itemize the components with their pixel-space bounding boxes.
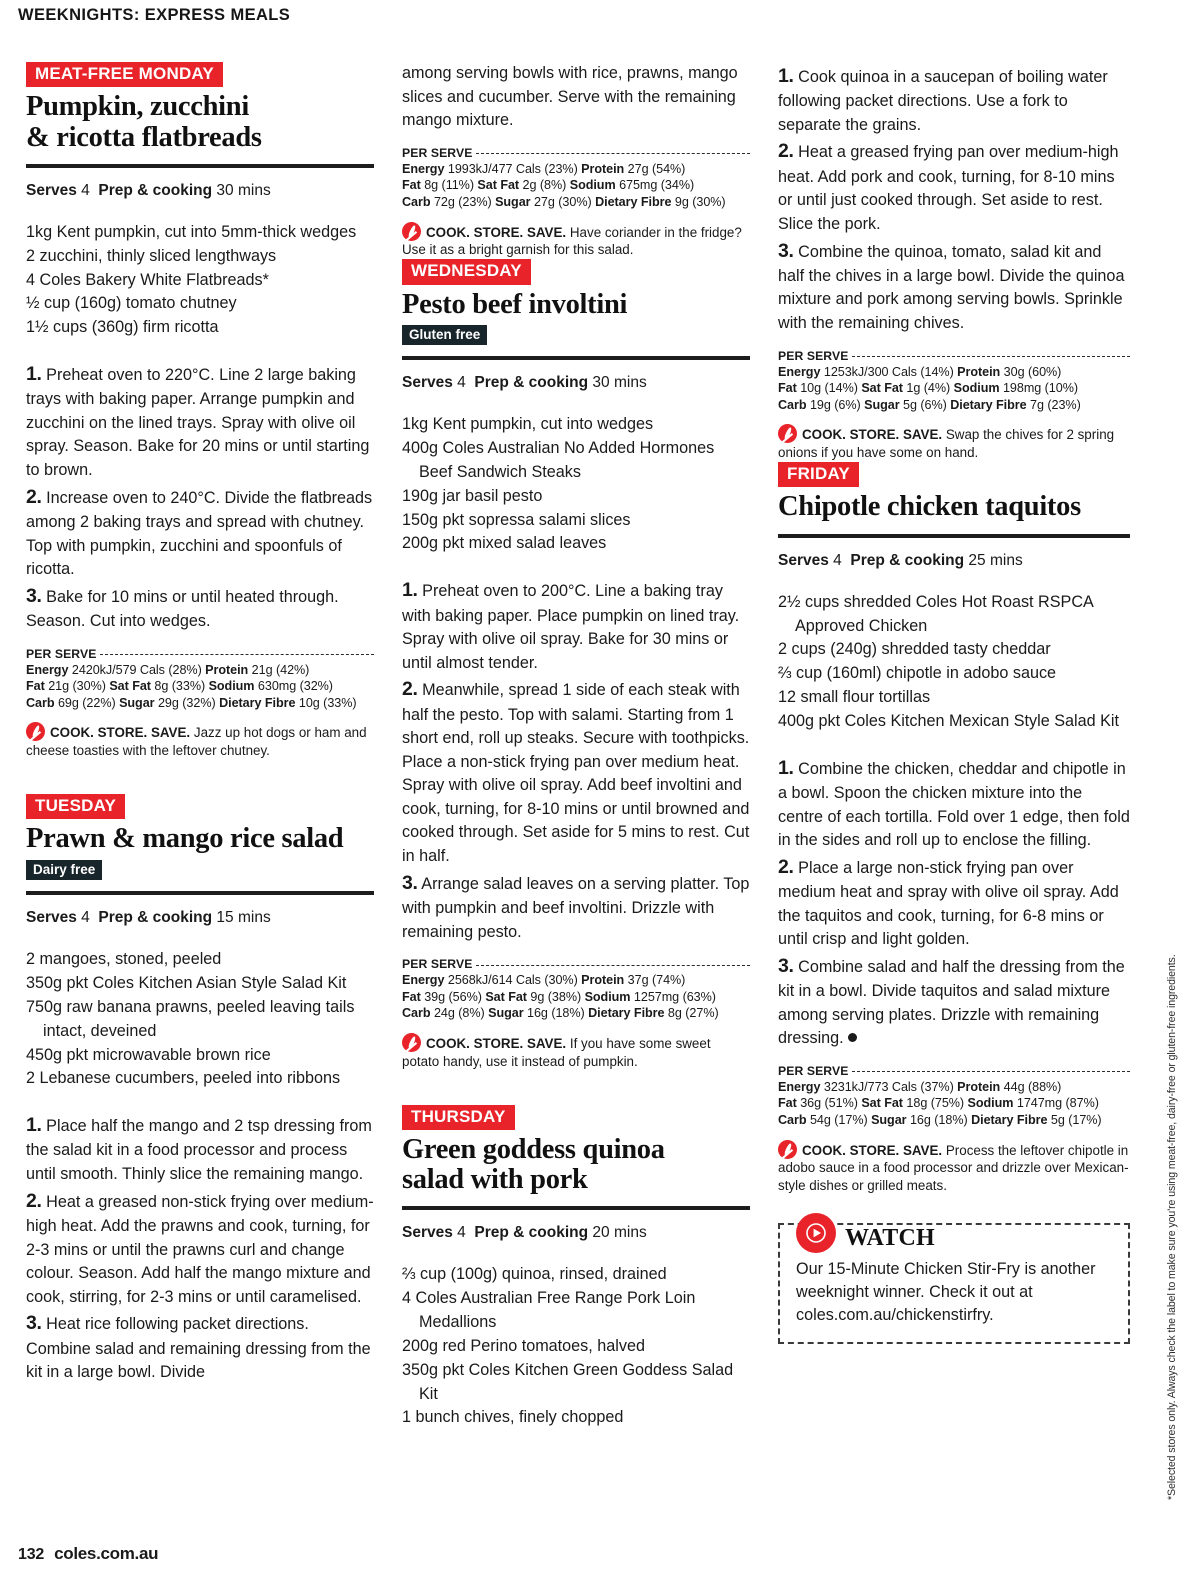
method-tuesday xyxy=(26,1111,374,1385)
step-text: Preheat oven to 200°C. Line a baking tray with baking paper. Place pumpkin on lined tray. Spray with olive oil spray. Bake for 30 mins or until almost tender. xyxy=(402,582,740,672)
list-item: ½ cup (160g) tomato chutney xyxy=(26,294,237,313)
step-number: 3. xyxy=(778,239,794,262)
list-item: 12 small flour tortillas xyxy=(778,688,931,707)
method-step xyxy=(402,675,750,868)
list-item: 400g Coles Australian No Added Hormones Beef Sandwich Steaks xyxy=(402,439,715,482)
side-disclaimer: *Selected stores only. Always check the label to make sure you're using meat-free, dairy-free or gluten-free ingredients. xyxy=(1166,954,1178,1500)
dashed-rule xyxy=(100,654,374,655)
serves-label: Serves xyxy=(778,551,829,569)
satfat-value: 18g (75%) xyxy=(906,1096,965,1111)
per-serve-label: PER SERVE xyxy=(26,646,97,661)
recipe-columns xyxy=(26,62,1146,1436)
nutrition-line: Fat 8g (11%) Sat Fat 2g (8%) Sodium 675mg (34%) xyxy=(402,178,695,193)
sodium-value: 1257mg (63%) xyxy=(633,989,716,1004)
nutrition-header xyxy=(402,957,750,971)
nutrition-line: Carb 19g (6%) Sugar 5g (6%) Dietary Fibre 7g (23%) xyxy=(778,397,1081,412)
list-item: 1 bunch chives, finely chopped xyxy=(402,1408,624,1427)
step-number: 2. xyxy=(26,485,42,508)
serves-label: Serves xyxy=(402,374,453,392)
list-item: 450g pkt microwavable brown rice xyxy=(26,1045,271,1064)
nutrition-line: Carb 69g (22%) Sugar 29g (32%) Dietary Fibre 10g (33%) xyxy=(26,695,357,710)
watch-label: WATCH xyxy=(845,1225,935,1252)
cook-store-save-friday xyxy=(778,1140,1130,1195)
method-monday xyxy=(26,360,374,634)
title-line-2: & ricotta flatbreads xyxy=(26,121,262,153)
page-footer xyxy=(18,1544,158,1564)
method-step xyxy=(778,137,1130,236)
title-line-1: Prawn & mango rice salad xyxy=(26,823,344,855)
nutrition-line: Energy 2568kJ/614 Cals (30%) Protein 37g (74%) xyxy=(402,973,686,988)
divider-rule xyxy=(778,534,1130,538)
cook-store-save-monday xyxy=(26,722,374,760)
nutrition-panel-thursday xyxy=(778,349,1130,414)
carb-value: 19g (6%) xyxy=(809,397,861,412)
method-step xyxy=(778,237,1130,336)
leaf-badge-icon xyxy=(402,1033,421,1052)
method-step xyxy=(402,576,750,675)
carb-value: 72g (23%) xyxy=(433,194,492,209)
fat-value: 36g (51%) xyxy=(800,1096,858,1111)
sodium-value: 675mg (34%) xyxy=(619,178,695,193)
tip-text: Process the leftover chipotle in adobo sauce in a food processor and drizzle over Mexican-style dishes or grilled meats. xyxy=(778,1142,1129,1194)
serves-value: 4 xyxy=(457,374,466,392)
step-number: 3. xyxy=(26,1312,42,1335)
per-serve-label: PER SERVE xyxy=(402,145,473,160)
nutrition-panel-friday xyxy=(778,1064,1130,1129)
step-number: 1. xyxy=(778,756,794,779)
step-text: Combine the chicken, cheddar and chipotle in a bowl. Spoon the chicken mixture into the centre of each tortilla. Fold over 1 edge, then fold in the sides and roll up to enclose the filling. xyxy=(778,759,1130,850)
method-step xyxy=(26,483,374,582)
nutrition-line: Carb 54g (17%) Sugar 16g (18%) Dietary Fibre 5g (17%) xyxy=(778,1113,1102,1127)
nutrition-line: Carb 72g (23%) Sugar 27g (30%) Dietary Fibre 9g (30%) xyxy=(402,194,726,209)
recipe-title-thursday xyxy=(402,1135,750,1195)
step-number: 3. xyxy=(26,584,42,607)
diet-tag-gluten-free: Gluten free xyxy=(402,325,487,346)
watch-promo-box[interactable] xyxy=(778,1223,1130,1344)
prep-label: Prep & cooking xyxy=(474,374,589,392)
step-text: Increase oven to 240°C. Divide the flatbreads among 2 baking trays and spread with chutney. Top with pumpkin, zucchini and spoonfuls of ricotta. xyxy=(26,488,373,579)
watch-description: Our 15-Minute Chicken Stir-Fry is another weeknight winner. Check it out at coles.com.au/chickenstirfry. xyxy=(796,1260,1096,1325)
column-one xyxy=(26,62,374,1436)
protein-value: 37g (74%) xyxy=(627,973,686,988)
recipe-meta-monday xyxy=(26,181,374,201)
step-text: Combine the quinoa, tomato, salad kit and half the chives in a large bowl. Divide the quinoa mixture and pork among serving bowls. Sprinkle with the remaining chives. xyxy=(778,242,1125,333)
step-number: 3. xyxy=(778,954,794,977)
list-item: 2 cups (240g) shredded tasty cheddar xyxy=(778,640,1051,659)
divider-rule xyxy=(402,1206,750,1210)
carb-value: 24g (8%) xyxy=(433,1006,485,1021)
play-icon[interactable] xyxy=(796,1213,836,1253)
nutrition-line: Energy 3231kJ/773 Cals (37%) Protein 44g (88%) xyxy=(778,1079,1062,1094)
list-item: 1kg Kent pumpkin, cut into wedges xyxy=(402,415,654,434)
method-step xyxy=(402,869,750,944)
method-step xyxy=(26,1187,374,1310)
nutrition-line: Energy 1993kJ/477 Cals (23%) Protein 27g (54%) xyxy=(402,161,686,176)
nutrition-values xyxy=(778,364,1130,414)
site-url: coles.com.au xyxy=(54,1544,159,1563)
nutrition-line: Energy 2420kJ/579 Cals (28%) Protein 21g (42%) xyxy=(26,662,310,677)
per-serve-label: PER SERVE xyxy=(402,957,473,972)
nutrition-line: Fat 39g (56%) Sat Fat 9g (38%) Sodium 1257mg (63%) xyxy=(402,989,716,1004)
nutrition-line: Carb 24g (8%) Sugar 16g (18%) Dietary Fibre 8g (27%) xyxy=(402,1006,719,1021)
nutrition-line: Fat 10g (14%) Sat Fat 1g (4%) Sodium 198mg (10%) xyxy=(778,381,1079,396)
step-text: Arrange salad leaves on a serving platter. Top with pumpkin and beef involtini. Drizzle with remaining pesto. xyxy=(402,874,750,941)
satfat-value: 2g (8%) xyxy=(522,178,567,193)
title-line-1: Pumpkin, zucchini xyxy=(26,91,249,123)
cook-store-save-label: COOK. STORE. SAVE. xyxy=(426,1035,567,1051)
step-number: 1. xyxy=(26,1114,42,1137)
satfat-value: 8g (33%) xyxy=(154,679,206,694)
day-tag-wednesday: WEDNESDAY xyxy=(402,259,531,284)
leaf-badge-icon xyxy=(778,424,797,443)
list-item: 2 zucchini, thinly sliced lengthways xyxy=(26,246,277,265)
list-item: 190g jar basil pesto xyxy=(402,486,543,505)
method-step xyxy=(26,582,374,634)
list-item: 4 Coles Bakery White Flatbreads* xyxy=(26,270,269,289)
nutrition-line: Energy 1253kJ/300 Cals (14%) Protein 30g (60%) xyxy=(778,364,1062,379)
prep-value: 20 mins xyxy=(592,1224,647,1242)
recipe-friday xyxy=(778,462,1130,1195)
end-of-article-dot xyxy=(848,1033,857,1042)
sugar-value: 29g (32%) xyxy=(157,695,216,710)
sugar-value: 16g (18%) xyxy=(527,1006,585,1021)
sugar-value: 5g (6%) xyxy=(903,397,947,412)
recipe-title-tuesday xyxy=(26,824,374,854)
ingredient-list-monday xyxy=(26,221,374,340)
list-item: 4 Coles Australian Free Range Pork Loin Medallions xyxy=(402,1289,696,1332)
prep-label: Prep & cooking xyxy=(98,181,213,199)
side-disclaimer-wrap xyxy=(1166,700,1194,1500)
leaf-badge-icon xyxy=(402,222,421,241)
title-line-1: Pesto beef involtini xyxy=(402,288,628,320)
tip-text: Swap the chives for 2 spring onions if you have some on hand. xyxy=(778,427,1115,461)
recipe-tuesday xyxy=(26,794,374,1385)
recipe-meta-wednesday xyxy=(402,373,750,393)
method-step xyxy=(26,1111,374,1186)
step-text: Preheat oven to 220°C. Line 2 large baking trays with baking paper. Arrange pumpkin and zucchini on the lined trays. Spray with olive oil spray. Season. Bake for 20 mins or until starting to brown. xyxy=(26,365,370,480)
fibre-value: 10g (33%) xyxy=(298,695,357,710)
day-tag-monday: MEAT-FREE MONDAY xyxy=(26,62,223,87)
per-serve-label: PER SERVE xyxy=(778,1063,849,1078)
dashed-rule xyxy=(852,1071,1130,1072)
list-item: ⅔ cup (160ml) chipotle in adobo sauce xyxy=(778,664,1057,683)
serves-label: Serves xyxy=(402,1224,453,1242)
recipe-meta-tuesday xyxy=(26,908,374,928)
cook-store-save-label: COOK. STORE. SAVE. xyxy=(426,224,567,240)
nutrition-values xyxy=(778,1079,1130,1129)
column-two xyxy=(402,62,750,1436)
method-step xyxy=(778,62,1130,137)
recipe-title-wednesday xyxy=(402,290,750,320)
prep-value: 30 mins xyxy=(592,374,647,392)
recipe-title-monday xyxy=(26,92,374,152)
energy-value: 3231kJ/773 Cals (37%) xyxy=(823,1079,954,1094)
serves-value: 4 xyxy=(81,909,90,927)
cook-store-save-label: COOK. STORE. SAVE. xyxy=(802,1142,943,1158)
dashed-rule xyxy=(476,965,750,966)
list-item: ⅔ cup (100g) quinoa, rinsed, drained xyxy=(402,1265,667,1284)
energy-value: 2420kJ/579 Cals (28%) xyxy=(71,662,202,677)
sodium-value: 198mg (10%) xyxy=(1002,381,1079,396)
fibre-value: 9g (30%) xyxy=(674,194,726,209)
leaf-badge-icon xyxy=(778,1140,797,1159)
step-text: Cook quinoa in a saucepan of boiling water following packet directions. Use a fork to separate the grains. xyxy=(778,68,1108,134)
serves-value: 4 xyxy=(81,181,90,199)
nutrition-header xyxy=(26,647,374,661)
energy-value: 1993kJ/477 Cals (23%) xyxy=(447,161,578,176)
list-item: 1kg Kent pumpkin, cut into 5mm-thick wedges xyxy=(26,222,357,241)
ingredient-list-friday xyxy=(778,591,1130,734)
step-text: Bake for 10 mins or until heated through. Season. Cut into wedges. xyxy=(26,587,339,630)
sugar-value: 16g (18%) xyxy=(909,1113,968,1127)
cook-store-save-label: COOK. STORE. SAVE. xyxy=(50,725,191,741)
nutrition-panel-tuesday xyxy=(402,146,750,211)
protein-value: 44g (88%) xyxy=(1003,1079,1062,1094)
sodium-value: 630mg (32%) xyxy=(257,679,333,694)
column-three xyxy=(778,62,1130,1436)
fibre-value: 5g (17%) xyxy=(1050,1113,1102,1127)
nutrition-line: Fat 36g (51%) Sat Fat 18g (75%) Sodium 1747mg (87%) xyxy=(778,1096,1099,1111)
method-thursday-continued xyxy=(778,62,1130,336)
title-line-2: salad with pork xyxy=(402,1164,588,1196)
cook-store-save-tuesday xyxy=(402,222,750,260)
per-serve-label: PER SERVE xyxy=(778,348,849,363)
leaf-badge-icon xyxy=(26,722,45,741)
prep-label: Prep & cooking xyxy=(98,909,213,927)
serves-label: Serves xyxy=(26,181,77,199)
step-number: 3. xyxy=(402,871,418,894)
day-tag-friday: FRIDAY xyxy=(778,462,859,487)
divider-rule xyxy=(26,164,374,168)
step-text: Heat rice following packet directions. Combine salad and remaining dressing from the kit in a large bowl. Divide xyxy=(26,1315,371,1382)
fat-value: 21g (30%) xyxy=(48,679,106,694)
page-title: WEEKNIGHTS: EXPRESS MEALS xyxy=(18,6,291,24)
watch-header xyxy=(796,1213,1112,1253)
protein-value: 30g (60%) xyxy=(1003,364,1062,379)
fibre-value: 7g (23%) xyxy=(1030,397,1081,412)
list-item: 350g pkt Coles Kitchen Asian Style Salad Kit xyxy=(26,974,347,993)
prep-value: 15 mins xyxy=(216,909,271,927)
step-number: 2. xyxy=(402,678,418,701)
method-step xyxy=(26,1309,374,1384)
fat-value: 8g (11%) xyxy=(424,178,474,193)
method-friday xyxy=(778,754,1130,1051)
list-item: 750g raw banana prawns, peeled leaving tails intact, deveined xyxy=(26,997,355,1040)
method-step xyxy=(778,952,1130,1051)
fibre-value: 8g (27%) xyxy=(667,1006,719,1021)
list-item: 200g red Perino tomatoes, halved xyxy=(402,1336,645,1355)
ingredient-list-thursday xyxy=(402,1263,750,1430)
page-number: 132 xyxy=(18,1546,45,1563)
tip-text: Jazz up hot dogs or ham and cheese toasties with the leftover chutney. xyxy=(26,725,367,759)
step-text: Meanwhile, spread 1 side of each steak with half the pesto. Top with salami. Starting from 1 short end, roll up steaks. Secure with toothpicks. Place a non-stick frying pan over medium heat. Spray with olive oil spray. Add beef involtini and cook, turning, for 8-10 mins or until browned and cooked through. Set aside for 5 mins to rest. Cut in half. xyxy=(402,681,750,866)
dashed-rule xyxy=(852,356,1130,357)
serves-value: 4 xyxy=(833,551,842,569)
protein-value: 27g (54%) xyxy=(627,161,686,176)
title-line-1: Green goddess quinoa xyxy=(402,1133,665,1165)
recipe-wednesday xyxy=(402,259,750,1070)
satfat-value: 1g (4%) xyxy=(906,381,951,396)
satfat-value: 9g (38%) xyxy=(530,989,582,1004)
recipe-title-friday xyxy=(778,492,1130,522)
sodium-value: 1747mg (87%) xyxy=(1016,1096,1099,1111)
recipe-meta-friday xyxy=(778,551,1130,571)
energy-value: 2568kJ/614 Cals (30%) xyxy=(447,973,578,988)
method-step xyxy=(778,853,1130,952)
tip-text: Have coriander in the fridge? Use it as a bright garnish for this salad. xyxy=(402,224,742,258)
nutrition-header xyxy=(778,349,1130,363)
prep-label: Prep & cooking xyxy=(474,1224,589,1242)
method-step xyxy=(26,360,374,483)
day-tag-tuesday: TUESDAY xyxy=(26,794,125,819)
ingredient-list-tuesday xyxy=(26,948,374,1091)
prep-value: 25 mins xyxy=(968,551,1023,569)
method-wednesday xyxy=(402,576,750,944)
nutrition-header xyxy=(778,1064,1130,1078)
list-item: 400g pkt Coles Kitchen Mexican Style Salad Kit xyxy=(778,711,1120,730)
step-number: 2. xyxy=(778,140,794,163)
tip-text: If you have some sweet potato handy, use it instead of pumpkin. xyxy=(402,1035,711,1069)
diet-tag-dairy-free: Dairy free xyxy=(26,860,102,881)
method-step xyxy=(778,754,1130,853)
recipe-meta-thursday xyxy=(402,1223,750,1243)
nutrition-values xyxy=(402,972,750,1022)
step-text: Place half the mango and 2 tsp dressing from the salad kit in a food processor and process until smooth. Thinly slice the remaining mango. xyxy=(26,1117,372,1184)
nutrition-panel-wednesday xyxy=(402,957,750,1022)
step-text: Combine salad and half the dressing from the kit in a bowl. Divide taquitos and salad mixture among serving plates. Drizzle with remaining dressing. xyxy=(778,957,1125,1048)
cook-store-save-label: COOK. STORE. SAVE. xyxy=(802,427,943,443)
step-number: 1. xyxy=(402,579,418,602)
step-text: Heat a greased non-stick frying over medium-high heat. Add the prawns and cook, turning, for 2-3 mins or until the prawns curl and change colour. Season. Add half the mango mixture and cook, stirring, for 2-3 mins or until caramelised. xyxy=(26,1192,374,1306)
prep-label: Prep & cooking xyxy=(850,551,965,569)
title-line-1: Chipotle chicken taquitos xyxy=(778,491,1081,523)
protein-value: 21g (42%) xyxy=(251,662,310,677)
nutrition-line: Fat 21g (30%) Sat Fat 8g (33%) Sodium 630mg (32%) xyxy=(26,679,333,694)
recipe-monday xyxy=(26,62,374,760)
carb-value: 54g (17%) xyxy=(809,1113,868,1127)
serves-label: Serves xyxy=(26,909,77,927)
list-item: 1½ cups (360g) firm ricotta xyxy=(26,318,219,337)
divider-rule xyxy=(26,891,374,895)
nutrition-values xyxy=(26,662,374,712)
day-tag-thursday: THURSDAY xyxy=(402,1105,515,1130)
step-number: 2. xyxy=(778,855,794,878)
recipe-thursday xyxy=(402,1105,750,1431)
list-item: 200g pkt mixed salad leaves xyxy=(402,534,607,553)
step-number: 1. xyxy=(26,362,42,385)
list-item: 350g pkt Coles Kitchen Green Goddess Salad Kit xyxy=(402,1360,734,1403)
nutrition-panel-monday xyxy=(26,647,374,712)
nutrition-header xyxy=(402,146,750,160)
list-item: 150g pkt sopressa salami slices xyxy=(402,510,631,529)
cook-store-save-thursday xyxy=(778,424,1130,462)
cook-store-save-wednesday xyxy=(402,1033,750,1071)
tuesday-method-continuation: among serving bowls with rice, prawns, mango slices and cucumber. Serve with the remaining mango mixture. xyxy=(402,64,738,130)
step-number: 2. xyxy=(26,1189,42,1212)
step-text: Place a large non-stick frying pan over medium heat and spray with olive oil spray. Add the taquitos and cook, turning, for 6-8 mins or until crisp and light golden. xyxy=(778,858,1119,949)
fat-value: 39g (56%) xyxy=(424,989,482,1004)
carb-value: 69g (22%) xyxy=(57,695,116,710)
dashed-rule xyxy=(476,153,750,154)
list-item: 2½ cups shredded Coles Hot Roast RSPCA Approved Chicken xyxy=(778,592,1093,635)
energy-value: 1253kJ/300 Cals (14%) xyxy=(823,364,954,379)
list-item: 2 Lebanese cucumbers, peeled into ribbons xyxy=(26,1069,341,1088)
prep-value: 30 mins xyxy=(216,181,271,199)
divider-rule xyxy=(402,356,750,360)
nutrition-values xyxy=(402,161,750,211)
step-text: Heat a greased frying pan over medium-high heat. Add pork and cook, turning, for 8-10 mins or until just cooked through. Set aside to rest. Slice the pork. xyxy=(778,143,1119,233)
list-item: 2 mangoes, stoned, peeled xyxy=(26,950,222,969)
ingredient-list-wednesday xyxy=(402,413,750,556)
sugar-value: 27g (30%) xyxy=(533,194,592,209)
serves-value: 4 xyxy=(457,1224,466,1242)
fat-value: 10g (14%) xyxy=(800,381,858,396)
step-number: 1. xyxy=(778,65,794,87)
